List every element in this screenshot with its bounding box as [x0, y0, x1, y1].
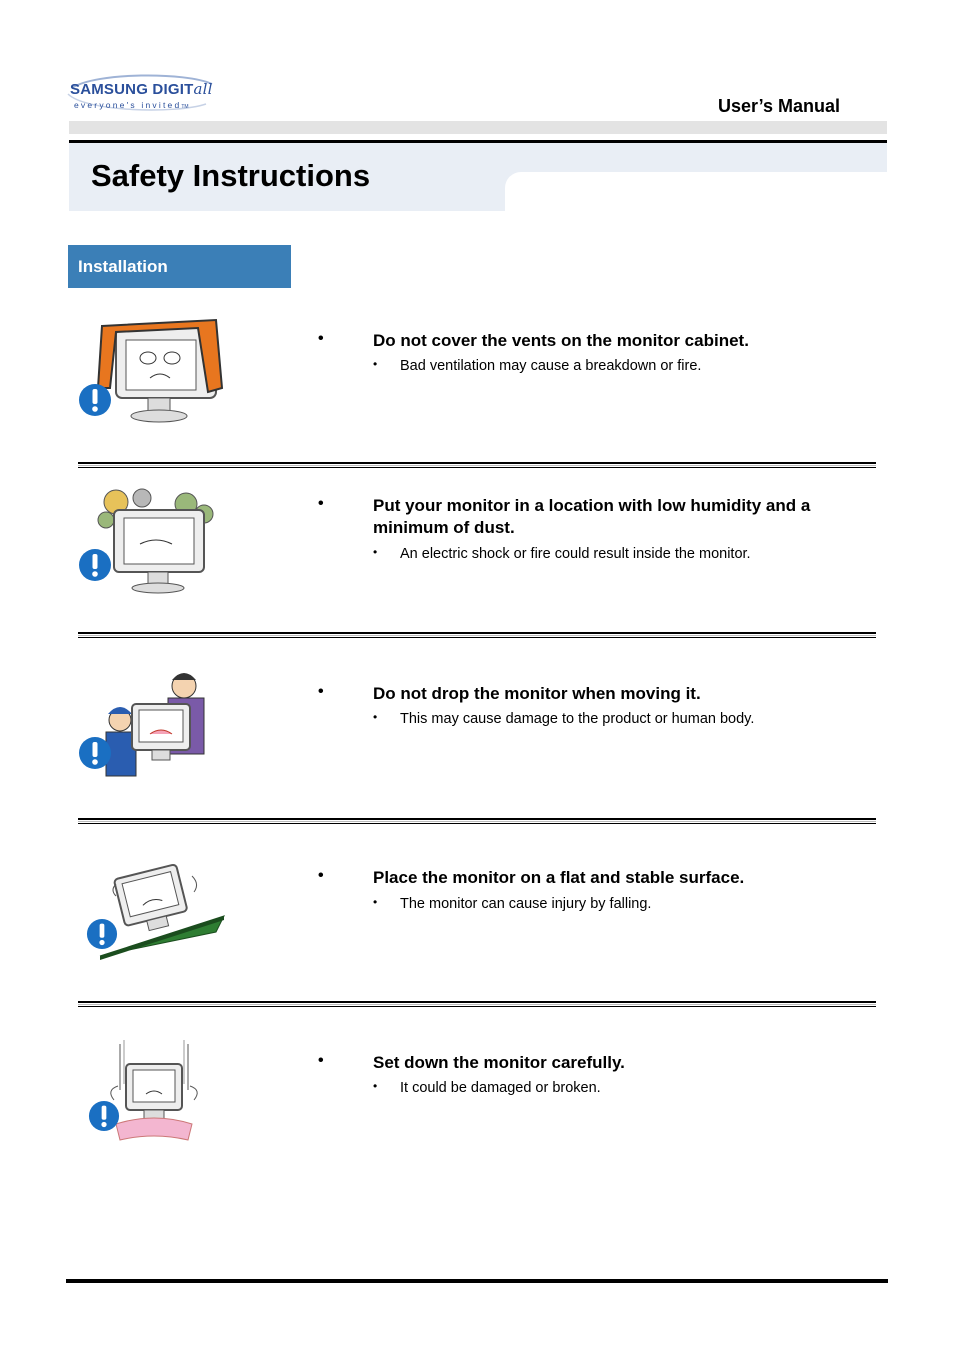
- sub-bullet-icon: •: [373, 895, 378, 909]
- header-gray-bar: [69, 121, 887, 134]
- page-title: Safety Instructions: [91, 158, 371, 193]
- section-label: Installation: [78, 257, 168, 276]
- section-separator: [78, 818, 876, 824]
- title-band-notch-mask: [505, 172, 545, 212]
- warning-icon: [78, 736, 112, 770]
- instruction-title: Do not drop the monitor when moving it.: [373, 684, 701, 703]
- instruction-title: Do not cover the vents on the monitor cabinet.: [373, 331, 749, 350]
- logo-tagline: everyone's invitedTM: [74, 100, 189, 110]
- unstable-monitor-illustration: [76, 856, 226, 976]
- instruction-title: Put your monitor in a location with low humidity and a minimum of dust.: [373, 496, 811, 537]
- logo-wordmark: SAMSUNG DIGITall: [70, 80, 213, 98]
- bullet-icon: •: [318, 330, 324, 347]
- instruction-description: An electric shock or fire could result inside the monitor.: [400, 546, 751, 562]
- dusty-monitor-illustration: [76, 484, 226, 604]
- section-separator: [78, 462, 876, 468]
- covered-monitor-illustration: [76, 318, 226, 438]
- title-band-extension: [505, 143, 887, 172]
- bullet-icon: •: [318, 1052, 324, 1069]
- sub-bullet-icon: •: [373, 545, 378, 559]
- samsung-logo: [70, 74, 215, 114]
- bullet-icon: •: [318, 867, 324, 884]
- warning-icon: [86, 918, 118, 950]
- section-separator: [78, 1001, 876, 1007]
- moving-monitor-illustration: [76, 668, 226, 788]
- instruction-description: It could be damaged or broken.: [400, 1080, 601, 1096]
- sub-bullet-icon: •: [373, 710, 378, 724]
- footer-rule: [66, 1279, 888, 1283]
- section-separator: [78, 632, 876, 638]
- manual-title: User’s Manual: [717, 96, 840, 116]
- sub-bullet-icon: •: [373, 1079, 378, 1093]
- instruction-description: The monitor can cause injury by falling.: [400, 896, 652, 912]
- bullet-icon: •: [318, 683, 324, 700]
- instruction-title: Set down the monitor carefully.: [373, 1053, 625, 1072]
- warning-icon: [78, 383, 112, 417]
- warning-icon: [88, 1100, 120, 1132]
- warning-icon: [78, 548, 112, 582]
- instruction-title: Place the monitor on a flat and stable surface.: [373, 868, 745, 887]
- sub-bullet-icon: •: [373, 357, 378, 371]
- bullet-icon: •: [318, 495, 324, 512]
- instruction-description: Bad ventilation may cause a breakdown or fire.: [400, 358, 702, 374]
- section-tab-installation: [68, 245, 291, 288]
- instruction-description: This may cause damage to the product or human body.: [400, 711, 755, 727]
